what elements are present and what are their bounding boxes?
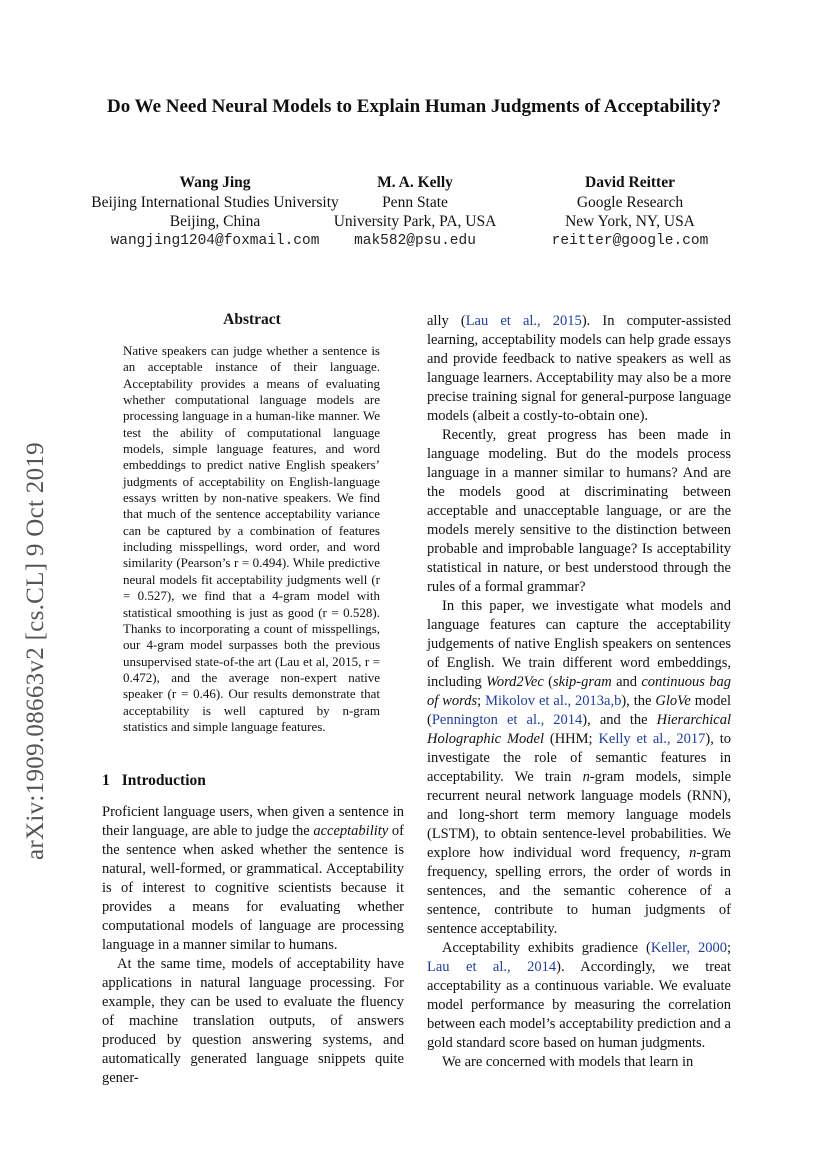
section-heading xyxy=(102,772,206,790)
section-title: Introduction xyxy=(121,772,206,789)
arxiv-stamp: arXiv:1909.08663v2 [cs.CL] 9 Oct 2019 xyxy=(22,442,49,860)
author-block-2 xyxy=(315,173,515,251)
author-name: Wang Jing xyxy=(179,174,251,191)
author-name: David Reitter xyxy=(585,174,675,191)
citation-link[interactable]: Lau et al., 2014 xyxy=(427,959,557,975)
author-location: New York, NY, USA xyxy=(565,213,695,230)
abstract-text: Native speakers can judge whether a sentence is an acceptable instance of their language. Acceptability provides a means of evaluating whether computational language models are processing language in a human-like manner. We test the ability of computational language models, simple language features, and word embeddings to predict native English speakers’ judgments of acceptability on English-language essays written by non-native speakers. We find that much of the sentence acceptability variance can be captured by a combination of features including misspellings, word order, and word similarity (Pearson’s r = 0.494). While predictive neural models fit acceptability judgments well (r = 0.527), we find that a 4-gram model with statistical smoothing is just as good (r = 0.528). Thanks to incorporating a count of misspellings, our 4-gram model surpasses both the previous unsupervised state-of-the art (Lau et al, 2015, r = 0.472), and the average non-expert native speaker (r = 0.46). Our results demonstrate that acceptability is well captured by n-gram statistics and simple language features. xyxy=(123,343,380,734)
citation-link[interactable]: Kelly et al., 2017 xyxy=(598,731,706,747)
author-email[interactable]: wangjing1204@foxmail.com xyxy=(110,232,320,249)
citation-link[interactable]: Lau et al., 2015 xyxy=(465,313,582,329)
citation-link[interactable]: Keller, 2000 xyxy=(650,940,727,956)
left-column xyxy=(102,803,404,1088)
author-affiliation: Beijing International Studies University xyxy=(91,193,339,211)
citation-link[interactable]: Pennington et al., 2014 xyxy=(431,712,583,728)
paragraph: Acceptability exhibits gradience (Keller, 2000; Lau et al., 2014). Accordingly, we treat acceptability as a continuous variable. We evaluate model performance by measuring the correlation between each model’s acceptability prediction and a gold standard score based on human judgments. xyxy=(427,940,732,1051)
author-affiliation: Penn State xyxy=(382,193,448,211)
author-email[interactable]: mak582@psu.edu xyxy=(354,232,476,249)
citation-link[interactable]: Mikolov et al., 2013a,b xyxy=(485,693,622,709)
paper-title: Do We Need Neural Models to Explain Human Judgments of Acceptability? xyxy=(107,96,721,117)
paragraph-continued: ally (Lau et al., 2015). In computer-assisted learning, acceptability models can help grade essays and provide feedback to native speakers as well as language learners. Acceptability may also be a more precise training signal for general-purpose language models (albeit a costly-to-obtain one). xyxy=(427,313,731,424)
right-column xyxy=(427,312,731,1072)
paragraph: Recently, great progress has been made in language modeling. But do the models process language in a manner similar to humans? And are the models good at discriminating between acceptable and unacceptable language, or are the models merely sensitive to the distinction between probable and improbable language? Is acceptability statistical in nature, or best understood through the rules of a formal grammar? xyxy=(427,427,731,595)
author-name: M. A. Kelly xyxy=(377,174,453,191)
author-location: Beijing, China xyxy=(169,213,261,230)
author-location: University Park, PA, USA xyxy=(333,213,497,230)
paragraph: We are concerned with models that learn in xyxy=(442,1054,694,1070)
author-affiliation: Google Research xyxy=(576,193,684,211)
paragraph: In this paper, we investigate what models and language features can capture the acceptability judgements of native English speakers on sentences of English. We train different word embeddings, including Word2Vec (skip-gram and continuous bag of words; Mikolov et al., 2013a,b), the GloVe model (Pennington et al., 2014), and the Hierarchical Holographic Model (HHM; Kelly et al., 2017), to investigate the role of semantic features in acceptability. We train n-gram models, simple recurrent neural network language models (RNN), and long-short term memory language models (LSTM), to obtain sentence-level probabilities. We explore how individual word frequency, n-gram frequency, spelling errors, the order of words in sentences, and the semantic coherence of a sentence, contribute to human judgments of sentence acceptability. xyxy=(427,598,732,937)
author-email[interactable]: reitter@google.com xyxy=(551,232,709,249)
author-block-3 xyxy=(520,173,740,251)
paragraph: At the same time, models of acceptability have applications in natural language processing. For example, they can be used to evaluate the fluency of machine translation outputs, of answers produced by question answering systems, and automatically generated language snippets quite gener- xyxy=(102,956,404,1086)
paragraph: Proficient language users, when given a sentence in their language, are able to judge the acceptability of the sentence when asked whether the sentence is natural, well-formed, or grammatical. Acceptability is of interest to cognitive scientists because it provides a means for evaluating whether computational models of language are processing language in a manner similar to humans. xyxy=(102,804,404,953)
section-number: 1 xyxy=(102,772,110,789)
abstract-heading: Abstract xyxy=(223,311,281,328)
